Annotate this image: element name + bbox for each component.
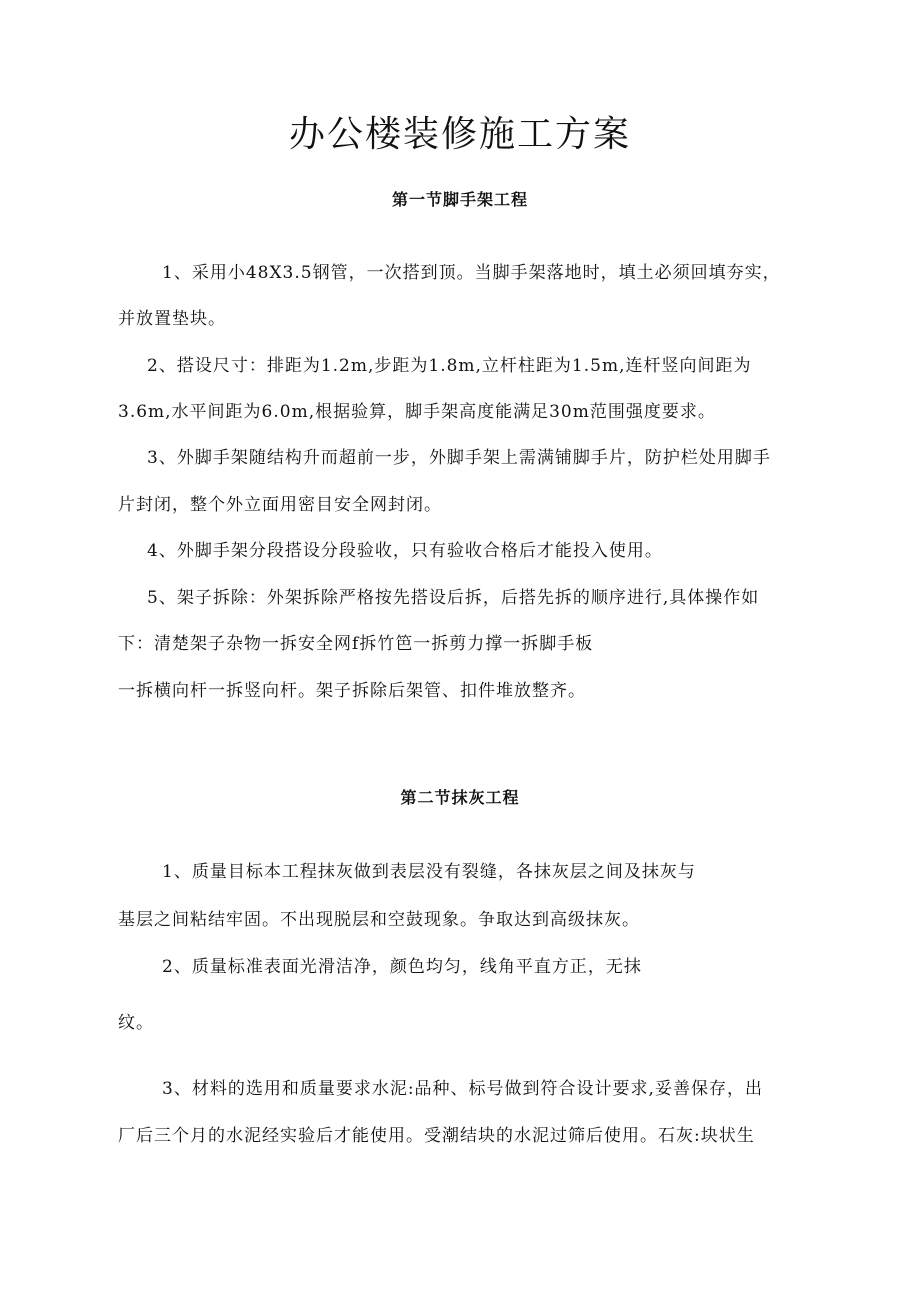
- section-heading: 第二节抹灰工程: [400, 788, 520, 807]
- paragraph-line: 纹。: [118, 1013, 154, 1033]
- paragraph-line: 5、架子拆除：外架拆除严格按先搭设后拆，后搭先拆的顺序进行,具体操作如: [147, 588, 760, 608]
- paragraph-line: 基层之间粘结牢固。不出现脱层和空鼓现象。争取达到高级抹灰。: [118, 910, 640, 930]
- paragraph-line: 3、外脚手架随结构升而超前一步，外脚手架上需满铺脚手片，防护栏处用脚手: [147, 448, 771, 468]
- paragraph-line: 一拆横向杆一拆竖向杆。架子拆除后架管、扣件堆放整齐。: [118, 681, 586, 701]
- paragraph-line: 下：清楚架子杂物一拆安全网f拆竹笆一拆剪力撑一拆脚手板: [118, 634, 594, 654]
- paragraph-line: 片封闭，整个外立面用密目安全网封闭。: [118, 495, 442, 515]
- paragraph-line: 1、质量目标本工程抹灰做到表层没有裂缝，各抹灰层之间及抹灰与: [162, 862, 696, 882]
- paragraph-line: 厂后三个月的水泥经实验后才能使用。受潮结块的水泥过筛后使用。石灰:块状生: [118, 1126, 755, 1146]
- paragraph-line: 并放置垫块。: [118, 309, 226, 329]
- paragraph-line: 2、搭设尺寸：排距为1.2m,步距为1.8m,立杆柱距为1.5m,连杆竖向间距为: [147, 356, 752, 376]
- paragraph-line: 3、材料的选用和质量要求水泥:品种、标号做到符合设计要求,妥善保存，出: [162, 1079, 763, 1099]
- document-title: 办公楼装修施工方案: [288, 114, 631, 155]
- paragraph-line: 2、质量标准表面光滑洁净，颜色均匀，线角平直方正，无抹: [162, 957, 642, 977]
- paragraph-line: 1、采用小48X3.5钢管，一次搭到顶。当脚手架落地时，填土必须回填夯实，: [162, 263, 781, 283]
- section-heading: 第一节脚手架工程: [391, 190, 528, 209]
- paragraph-line: 3.6m,水平间距为6.0m,根据验算，脚手架高度能满足30m范围强度要求。: [118, 402, 716, 422]
- paragraph-line: 4、外脚手架分段搭设分段验收，只有验收合格后才能投入使用。: [147, 541, 663, 561]
